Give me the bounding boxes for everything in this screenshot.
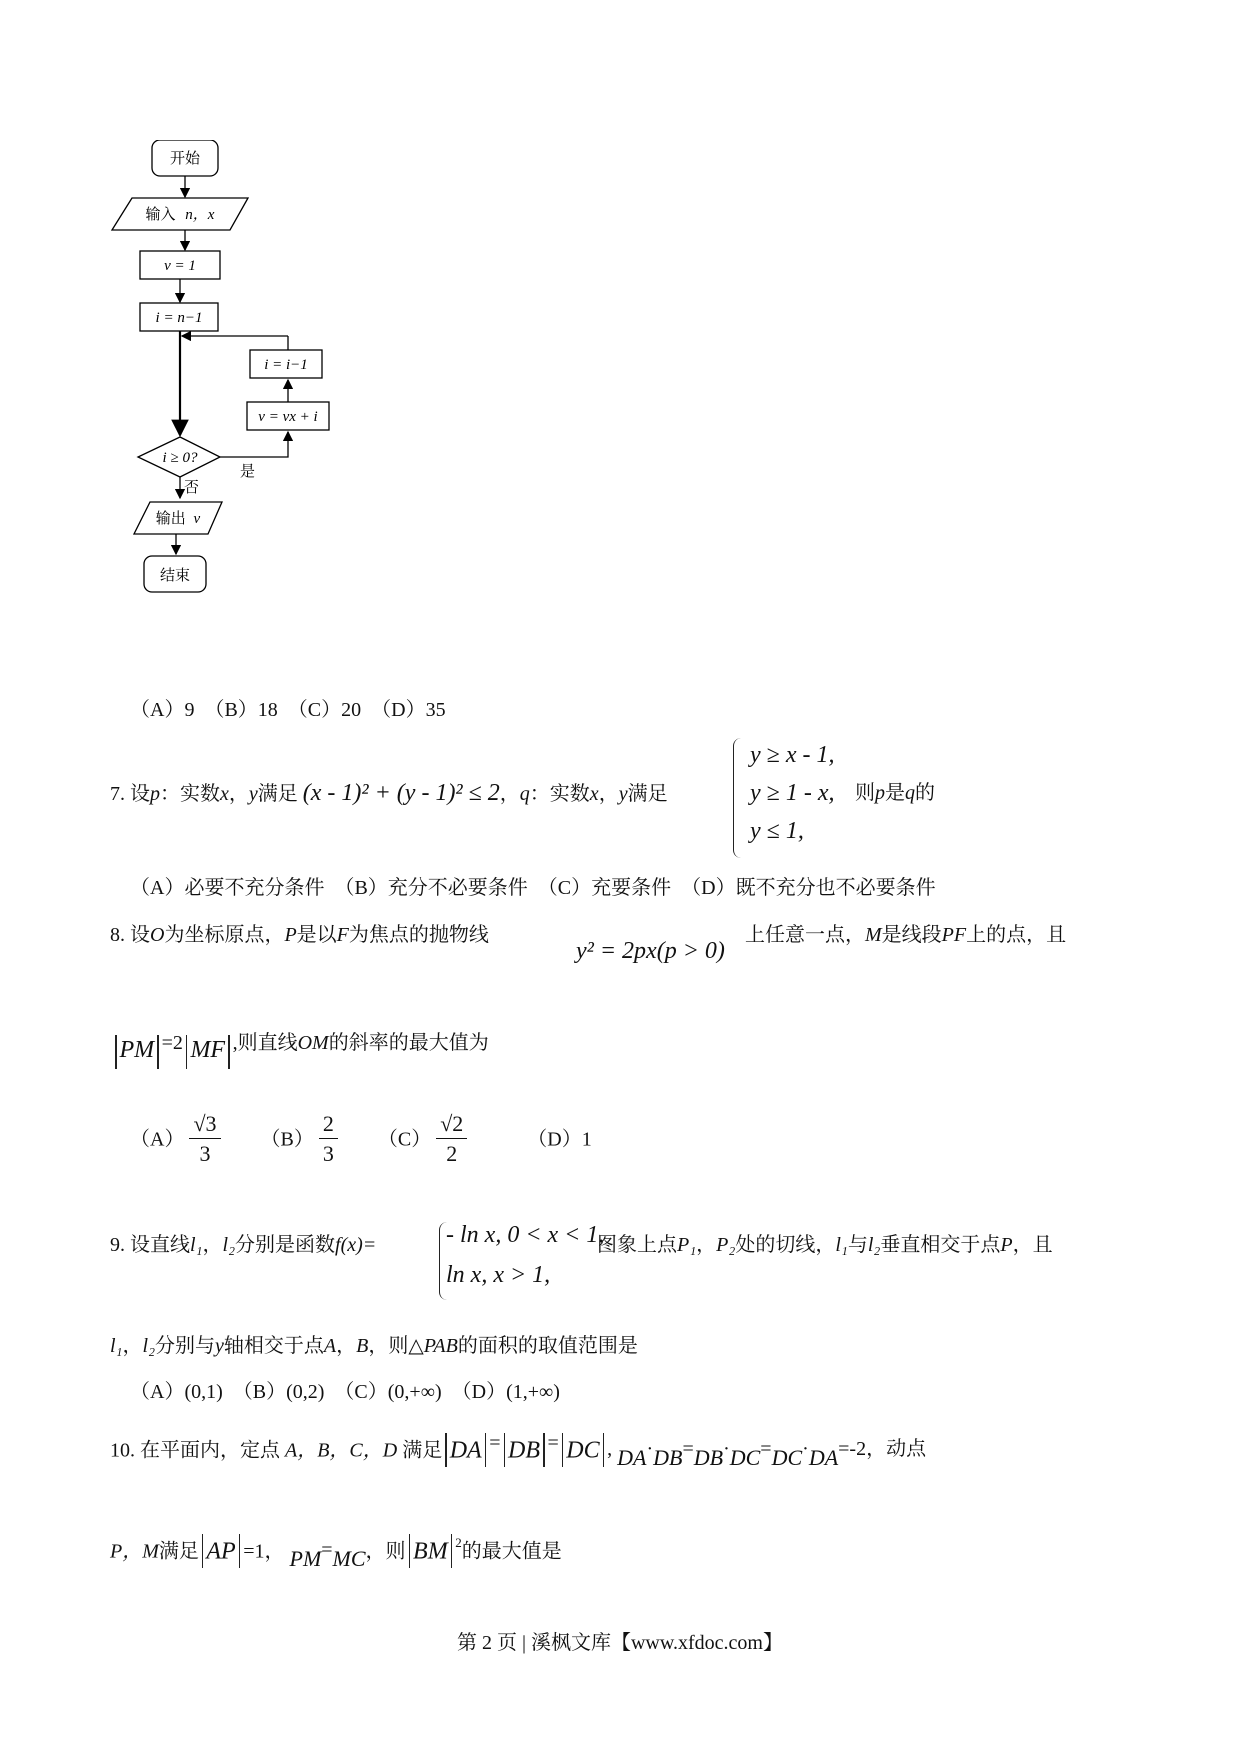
q7-text: ：实数 <box>160 783 220 805</box>
abs-bar <box>603 1433 605 1467</box>
abs-bar <box>186 1035 188 1069</box>
q8-var-OM: OM <box>297 1032 329 1054</box>
q7-text: 则 <box>855 782 875 804</box>
q9-var-P2: P₂ <box>716 1234 736 1256</box>
q10-text: 满足 <box>402 1439 443 1462</box>
abs-bar <box>485 1433 487 1467</box>
q9-stem-line1-tail <box>597 1232 1053 1258</box>
page-footer: 第 2 页 | 溪枫文库【www.xfdoc.com】 <box>456 1632 783 1654</box>
q7-text: 是 <box>885 782 905 804</box>
q10-var-DC: DC <box>566 1437 600 1464</box>
q10-text: 的最大值是 <box>461 1540 562 1563</box>
q10-vec-DC: DC <box>771 1445 803 1470</box>
flow-input-vars: n，x <box>185 207 215 223</box>
q10-text: = <box>760 1438 772 1460</box>
q10-text: · <box>802 1438 809 1460</box>
flow-no-label: 否 <box>184 480 200 496</box>
q7-text: ， <box>228 783 249 805</box>
q8-text: 是以 <box>296 924 337 946</box>
q8-stem-line2 <box>112 1030 489 1069</box>
q9-function: f(x)= <box>335 1234 377 1256</box>
abs-bar <box>562 1433 564 1467</box>
flow-end-label: 结束 <box>159 568 191 584</box>
q9-var-y: y <box>215 1335 224 1357</box>
q7-var-x: x <box>220 783 229 805</box>
q9-var-A: A <box>323 1335 337 1357</box>
q8-stem-line1-tail <box>745 922 1066 948</box>
flow-init-v-label: v = 1 <box>164 258 196 274</box>
q8-text: 为坐标原点， <box>164 924 285 946</box>
q8-var-PM: PM <box>119 1037 155 1063</box>
q7-text: 满足 <box>257 783 298 805</box>
q9-var-l2: l₂ <box>222 1234 236 1256</box>
q7-options: （A）必要不充分条件 （B）充分不必要条件 （C）充要条件 （D）既不充分也不必要条件 <box>130 877 936 899</box>
q7-text: ， <box>499 783 520 805</box>
svg-text:输出 v <box>156 510 201 527</box>
q8-options <box>130 1110 592 1169</box>
q9-var-l2: l₂ <box>142 1335 156 1357</box>
q9-text: 9. 设直线 <box>110 1234 190 1256</box>
q7-var-y: y <box>248 783 258 805</box>
q7-var-q: q <box>519 783 530 805</box>
q9-text: ，则△ <box>368 1335 424 1357</box>
q10-squared: 2 <box>455 1535 462 1550</box>
q8-text: 是线段 <box>881 924 942 946</box>
q10-vec-PM: PM <box>289 1546 322 1571</box>
q9-text: 与 <box>847 1234 868 1256</box>
flow-update-v-label: v = vx + i <box>258 409 318 425</box>
q8-stem-line1 <box>110 922 489 948</box>
q8-parabola: y² = 2px(p > 0) <box>576 938 725 964</box>
q9-text: 的面积的取值范围是 <box>457 1335 638 1357</box>
q10-text: = <box>547 1432 559 1454</box>
q9-var-l2: l₂ <box>867 1234 881 1256</box>
q8-option-b-label: （B） <box>260 1128 314 1151</box>
q9-options: （A）(0,1) （B）(0,2) （C）(0,+∞) （D）(1,+∞) <box>130 1381 560 1403</box>
q9-stem-line2 <box>110 1333 638 1359</box>
q7-text: 的 <box>915 782 935 804</box>
q8-var-P: P <box>284 924 297 946</box>
flow-yes-label: 是 <box>240 464 256 480</box>
flow-dec-i-label: i = i−1 <box>264 357 308 373</box>
flow-input-box <box>112 198 248 230</box>
q9-text: ，且 <box>1012 1234 1053 1256</box>
q7-var-p: p <box>875 782 885 804</box>
abs-bar <box>115 1035 117 1069</box>
q9-text: 处的切线， <box>735 1234 836 1256</box>
q9-stem-line1 <box>110 1232 376 1258</box>
abs-bar <box>202 1534 204 1568</box>
flow-condition-label: i ≥ 0? <box>162 450 198 466</box>
q7-var-q: q <box>905 782 915 804</box>
q9-piece2: ln x, x > 1, <box>446 1262 551 1288</box>
q8-option-d: （D）1 <box>527 1128 592 1151</box>
q8-option-c-label: （C） <box>377 1128 432 1151</box>
q10-text: · <box>723 1438 730 1460</box>
q10-text: ，则 <box>365 1540 406 1563</box>
q8-text: 的斜率的最大值为 <box>328 1032 489 1054</box>
q7-stem <box>110 780 668 807</box>
q10-text: = <box>489 1432 501 1454</box>
flowchart <box>100 140 380 680</box>
q7-var-p: p <box>150 783 160 805</box>
q8-var-M: M <box>865 924 882 946</box>
abs-bar <box>157 1035 159 1069</box>
flow-start-label: 开始 <box>169 151 201 167</box>
q7-system-brace <box>733 738 744 858</box>
q8-var-O: O <box>150 924 165 946</box>
q7-system-line1: y ≥ x - 1, <box>750 742 835 768</box>
abs-bar <box>239 1534 241 1568</box>
abs-bar <box>504 1433 506 1467</box>
q9-text: ， <box>122 1335 143 1357</box>
q9-var-B: B <box>356 1335 369 1357</box>
abs-bar <box>543 1433 545 1467</box>
q10-text: = <box>321 1539 333 1561</box>
q8-text: 8. 设 <box>110 924 150 946</box>
q9-text: 垂直相交于点 <box>880 1234 1001 1256</box>
q10-var-AP: AP <box>206 1538 236 1565</box>
q10-vec-DB: DB <box>653 1445 683 1470</box>
q10-vec-DA: DA <box>617 1445 647 1470</box>
q7-circle-inequality: (x - 1)² + (y - 1)² ≤ 2 <box>302 780 500 806</box>
q9-text: 轴相交于点 <box>223 1335 324 1357</box>
abs-bar <box>409 1534 411 1568</box>
q10-text: 满足 <box>158 1540 199 1563</box>
q8-text: ,则直线 <box>232 1032 298 1054</box>
q8-option-a-fraction: $\frac{√3}{3}$ <box>189 1110 220 1169</box>
q10-vec-DC: DC <box>729 1445 761 1470</box>
q10-points: A，B，C，D <box>285 1439 398 1462</box>
q7-system-line2: y ≥ 1 - x, <box>750 780 835 806</box>
q10-vars: P，M <box>110 1540 159 1563</box>
q10-vec-DB: DB <box>693 1445 724 1470</box>
q9-var-l1: l₁ <box>110 1335 123 1357</box>
q8-var-MF: MF <box>190 1037 226 1063</box>
q10-stem-line2 <box>110 1530 562 1572</box>
q10-text: =-2，动点 <box>838 1438 927 1460</box>
q9-text: 分别是函数 <box>235 1234 336 1256</box>
q8-text: 上任意一点， <box>745 924 865 946</box>
abs-bar <box>445 1433 447 1467</box>
q9-text: 图象上点 <box>597 1234 677 1256</box>
q7-var-x: x <box>589 783 599 805</box>
q10-text: · <box>646 1438 654 1460</box>
q7-number: 7. <box>110 783 125 805</box>
q10-text: =1， <box>243 1540 285 1563</box>
q10-vec-MC: MC <box>332 1546 366 1571</box>
flow-init-i-label: i = n−1 <box>155 310 203 326</box>
q7-text: 满足 <box>627 783 668 805</box>
q10-var-DB: DB <box>508 1437 540 1464</box>
svg-text:输入 n，x <box>146 206 215 223</box>
q7-system-line3: y ≤ 1, <box>750 818 804 844</box>
abs-bar <box>228 1035 230 1069</box>
q8-option-b-fraction: $\frac{2}{3}$ <box>319 1110 338 1169</box>
q8-text: 为焦点的抛物线 <box>348 924 489 946</box>
q9-var-l1: l₁ <box>190 1234 203 1256</box>
q10-var-BM: BM <box>413 1538 448 1565</box>
q9-var-P: P <box>1000 1234 1013 1256</box>
q10-stem-line1: 10. 在平面内，定点 A，B，C，D 满足 DA = DB = DC , DA·DB=DB·DC=DC·DA=-2，动点 <box>110 1432 927 1470</box>
q9-var-PAB: PAB <box>423 1335 458 1357</box>
q8-var-PF: PF <box>941 924 967 946</box>
q8-var-F: F <box>336 924 349 946</box>
q9-text: ， <box>696 1234 717 1256</box>
q8-option-a-label: （A） <box>130 1128 185 1151</box>
q9-text: ， <box>336 1335 357 1357</box>
q7-text: ， <box>598 783 619 805</box>
flow-input-label: 输入 <box>145 207 176 223</box>
q7-text: 设 <box>130 783 150 805</box>
q10-text: = <box>682 1438 694 1460</box>
q8-text: 上的点，且 <box>966 924 1067 946</box>
q10-vec-DA: DA <box>808 1445 839 1470</box>
q6-options: （A）9 （B）18 （C）20 （D）35 <box>130 699 446 721</box>
q7-stem-tail <box>855 780 935 806</box>
flow-output-label: 输出 <box>155 511 186 527</box>
q8-option-c-fraction: $\frac{√2}{2}$ <box>436 1110 467 1169</box>
q9-var-P1: P₁ <box>677 1234 697 1256</box>
flow-output-var: v <box>193 511 201 527</box>
q9-var-l1: l₁ <box>835 1234 848 1256</box>
abs-bar <box>451 1534 453 1568</box>
q8-text: =2 <box>161 1032 183 1054</box>
q10-text: 10. 在平面内，定点 <box>110 1439 280 1462</box>
q9-piece1: - ln x, 0 < x < 1, <box>446 1222 605 1248</box>
q7-var-y: y <box>618 783 628 805</box>
q9-text: ， <box>202 1234 223 1256</box>
q9-text: 分别与 <box>155 1335 216 1357</box>
q7-text: ：实数 <box>529 783 590 805</box>
q10-var-DA: DA <box>449 1437 482 1464</box>
